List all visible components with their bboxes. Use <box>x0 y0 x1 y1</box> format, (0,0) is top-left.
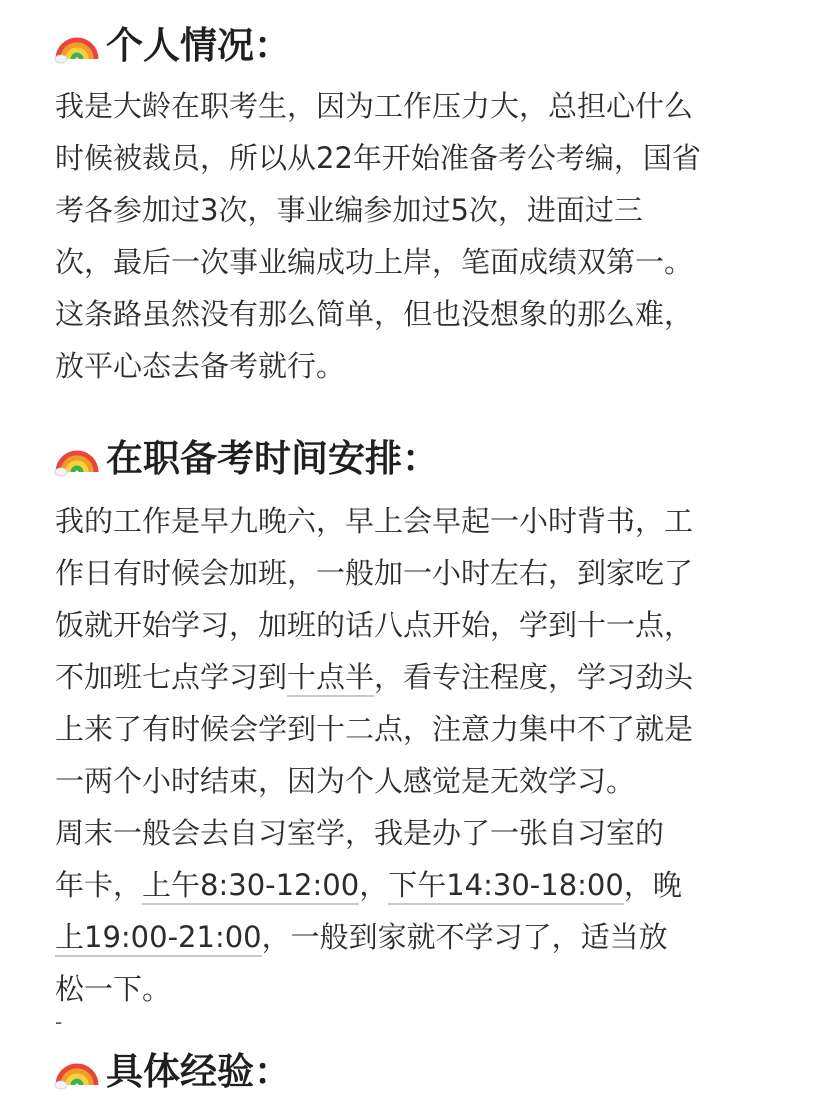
section-title-text: 具体经验： <box>106 1050 291 1093</box>
paragraph-line: 周末一般会去自习室学，我是办了一张自习室的 <box>55 816 665 850</box>
rainbow-icon <box>54 432 100 478</box>
section-title-experience <box>54 1040 291 1096</box>
paragraph-line: 上来了有时候会学到十二点，注意力集中不了就是 <box>55 712 694 746</box>
paragraph-line: 作日有时候会加班，一般加一小时左右，到家吃了 <box>55 556 694 590</box>
underlined-time: 下午14:30-18:00 <box>388 868 624 905</box>
paragraph-line: 这条路虽然没有那么简单，但也没想象的那么难， <box>55 297 694 331</box>
underlined-time: 上19:00-21:00 <box>55 920 262 957</box>
text-segment: ，晚 <box>623 868 682 902</box>
text-segment: 不加班七点学习到 <box>55 660 288 694</box>
text-segment: 年卡， <box>55 868 143 902</box>
section-title-text: 在职备考时间安排： <box>106 437 439 480</box>
paragraph-line <box>55 651 693 703</box>
paragraph-line: 放平心态去备考就行。 <box>55 349 346 383</box>
paragraph-line: 次，最后一次事业编成功上岸，笔面成绩双第一。 <box>55 245 694 279</box>
underlined-text: 十点半 <box>287 660 374 697</box>
paragraph-line: 松一下。 <box>55 972 172 1006</box>
paragraph-line <box>55 911 668 963</box>
section-title-schedule <box>54 427 439 483</box>
rainbow-icon <box>54 19 100 65</box>
paragraph-line: 时候被裁员，所以从22年开始准备考公考编，国省 <box>55 141 701 175</box>
paragraph-line: 考各参加过3次，事业编参加过5次，进面过三 <box>55 193 643 227</box>
paragraph-line: 我是大龄在职考生，因为工作压力大，总担心什么 <box>55 89 694 123</box>
paragraph-line: 我的工作是早九晚六，早上会早起一小时背书，工 <box>55 504 694 538</box>
underlined-time: 上午8:30-12:00 <box>142 868 359 905</box>
separator: - <box>55 1010 63 1034</box>
section-title-text: 个人情况： <box>106 24 291 67</box>
paragraph-line: 饭就开始学习，加班的话八点开始，学到十一点， <box>55 608 694 642</box>
rainbow-icon <box>54 1045 100 1091</box>
text-segment: ，一般到家就不学习了，适当放 <box>261 920 668 954</box>
paragraph-line <box>55 859 682 911</box>
text-segment: ，看专注程度，学习劲头 <box>374 660 694 694</box>
section-title-personal <box>54 14 291 70</box>
paragraph-line: 一两个小时结束，因为个人感觉是无效学习。 <box>55 764 636 798</box>
text-segment: ， <box>359 868 389 902</box>
